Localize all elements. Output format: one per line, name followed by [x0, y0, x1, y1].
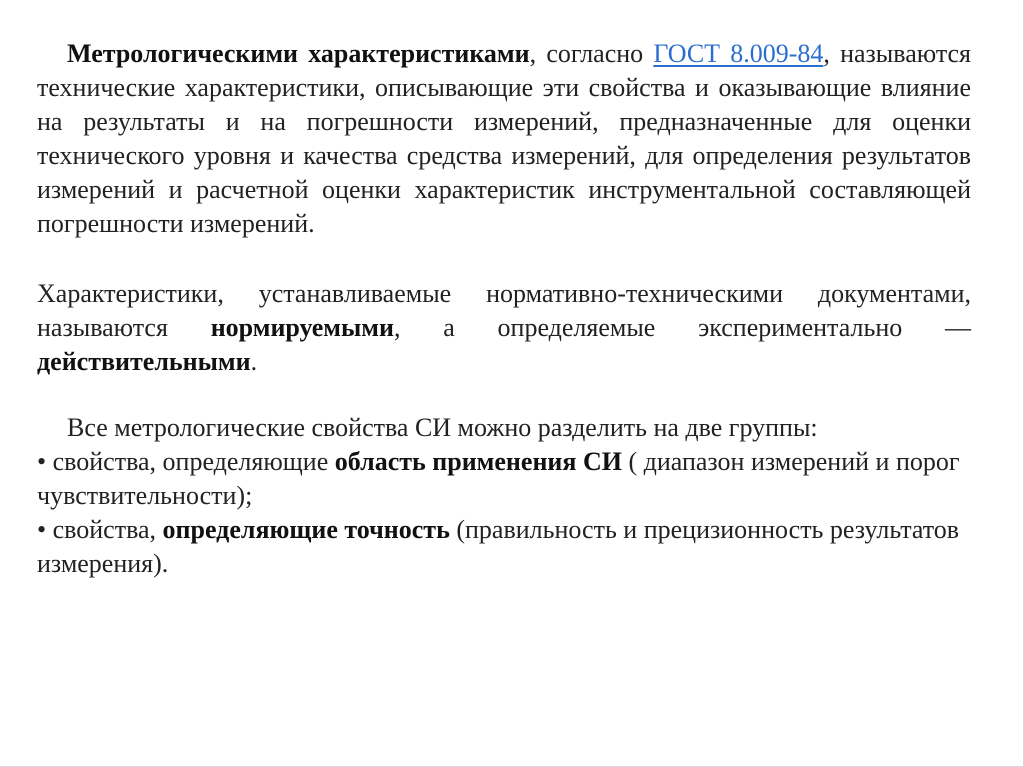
bullet2-post: (правильность и прецизионность результатов измерения). [37, 515, 960, 578]
paragraph2-intro: Характеристики, устанавливаемые нормативно-техническими документами, называются [37, 279, 971, 342]
paragraph1-rest: , называются технические характеристики, описывающие эти свойства и оказывающие влияние на результаты и на погрешности измерений, предназначенные для оценки технического уровня и качества средства измерений, для определения результатов измерений и расчетной оценки характеристик инструментальной составляющей погрешности измерений. [37, 39, 972, 238]
gost-link[interactable]: ГОСТ 8.009-84 [653, 39, 824, 68]
list-item-accuracy [37, 513, 971, 581]
paragraph2-end: . [250, 347, 258, 376]
list-item-application-area [37, 445, 971, 513]
paragraph-property-groups [37, 411, 971, 581]
paragraph-normalized-characteristics [37, 277, 971, 379]
term-actual: действительными [37, 347, 251, 376]
term-accuracy: определяющие точность [162, 515, 450, 544]
term-metrological-characteristics: Метрологическими характеристиками [67, 39, 530, 68]
bullet2-pre: свойства, [46, 515, 163, 544]
paragraph-metrological-characteristics [37, 37, 971, 241]
paragraph1-pre-link: , согласно [529, 39, 654, 68]
term-normalized: нормируемыми [210, 313, 394, 342]
groups-heading: Все метрологические свойства СИ можно разделить на две группы: [67, 413, 818, 442]
paragraph2-mid: , а определяемые экспериментально — [393, 313, 971, 342]
bullet-marker: • [37, 515, 47, 544]
term-application-area: область применения СИ [334, 447, 622, 476]
bullet1-post: ( диапазон измерений и порог чувствительности); [37, 447, 960, 510]
bullet1-pre: свойства, определяющие [46, 447, 335, 476]
bullet-marker: • [37, 447, 47, 476]
